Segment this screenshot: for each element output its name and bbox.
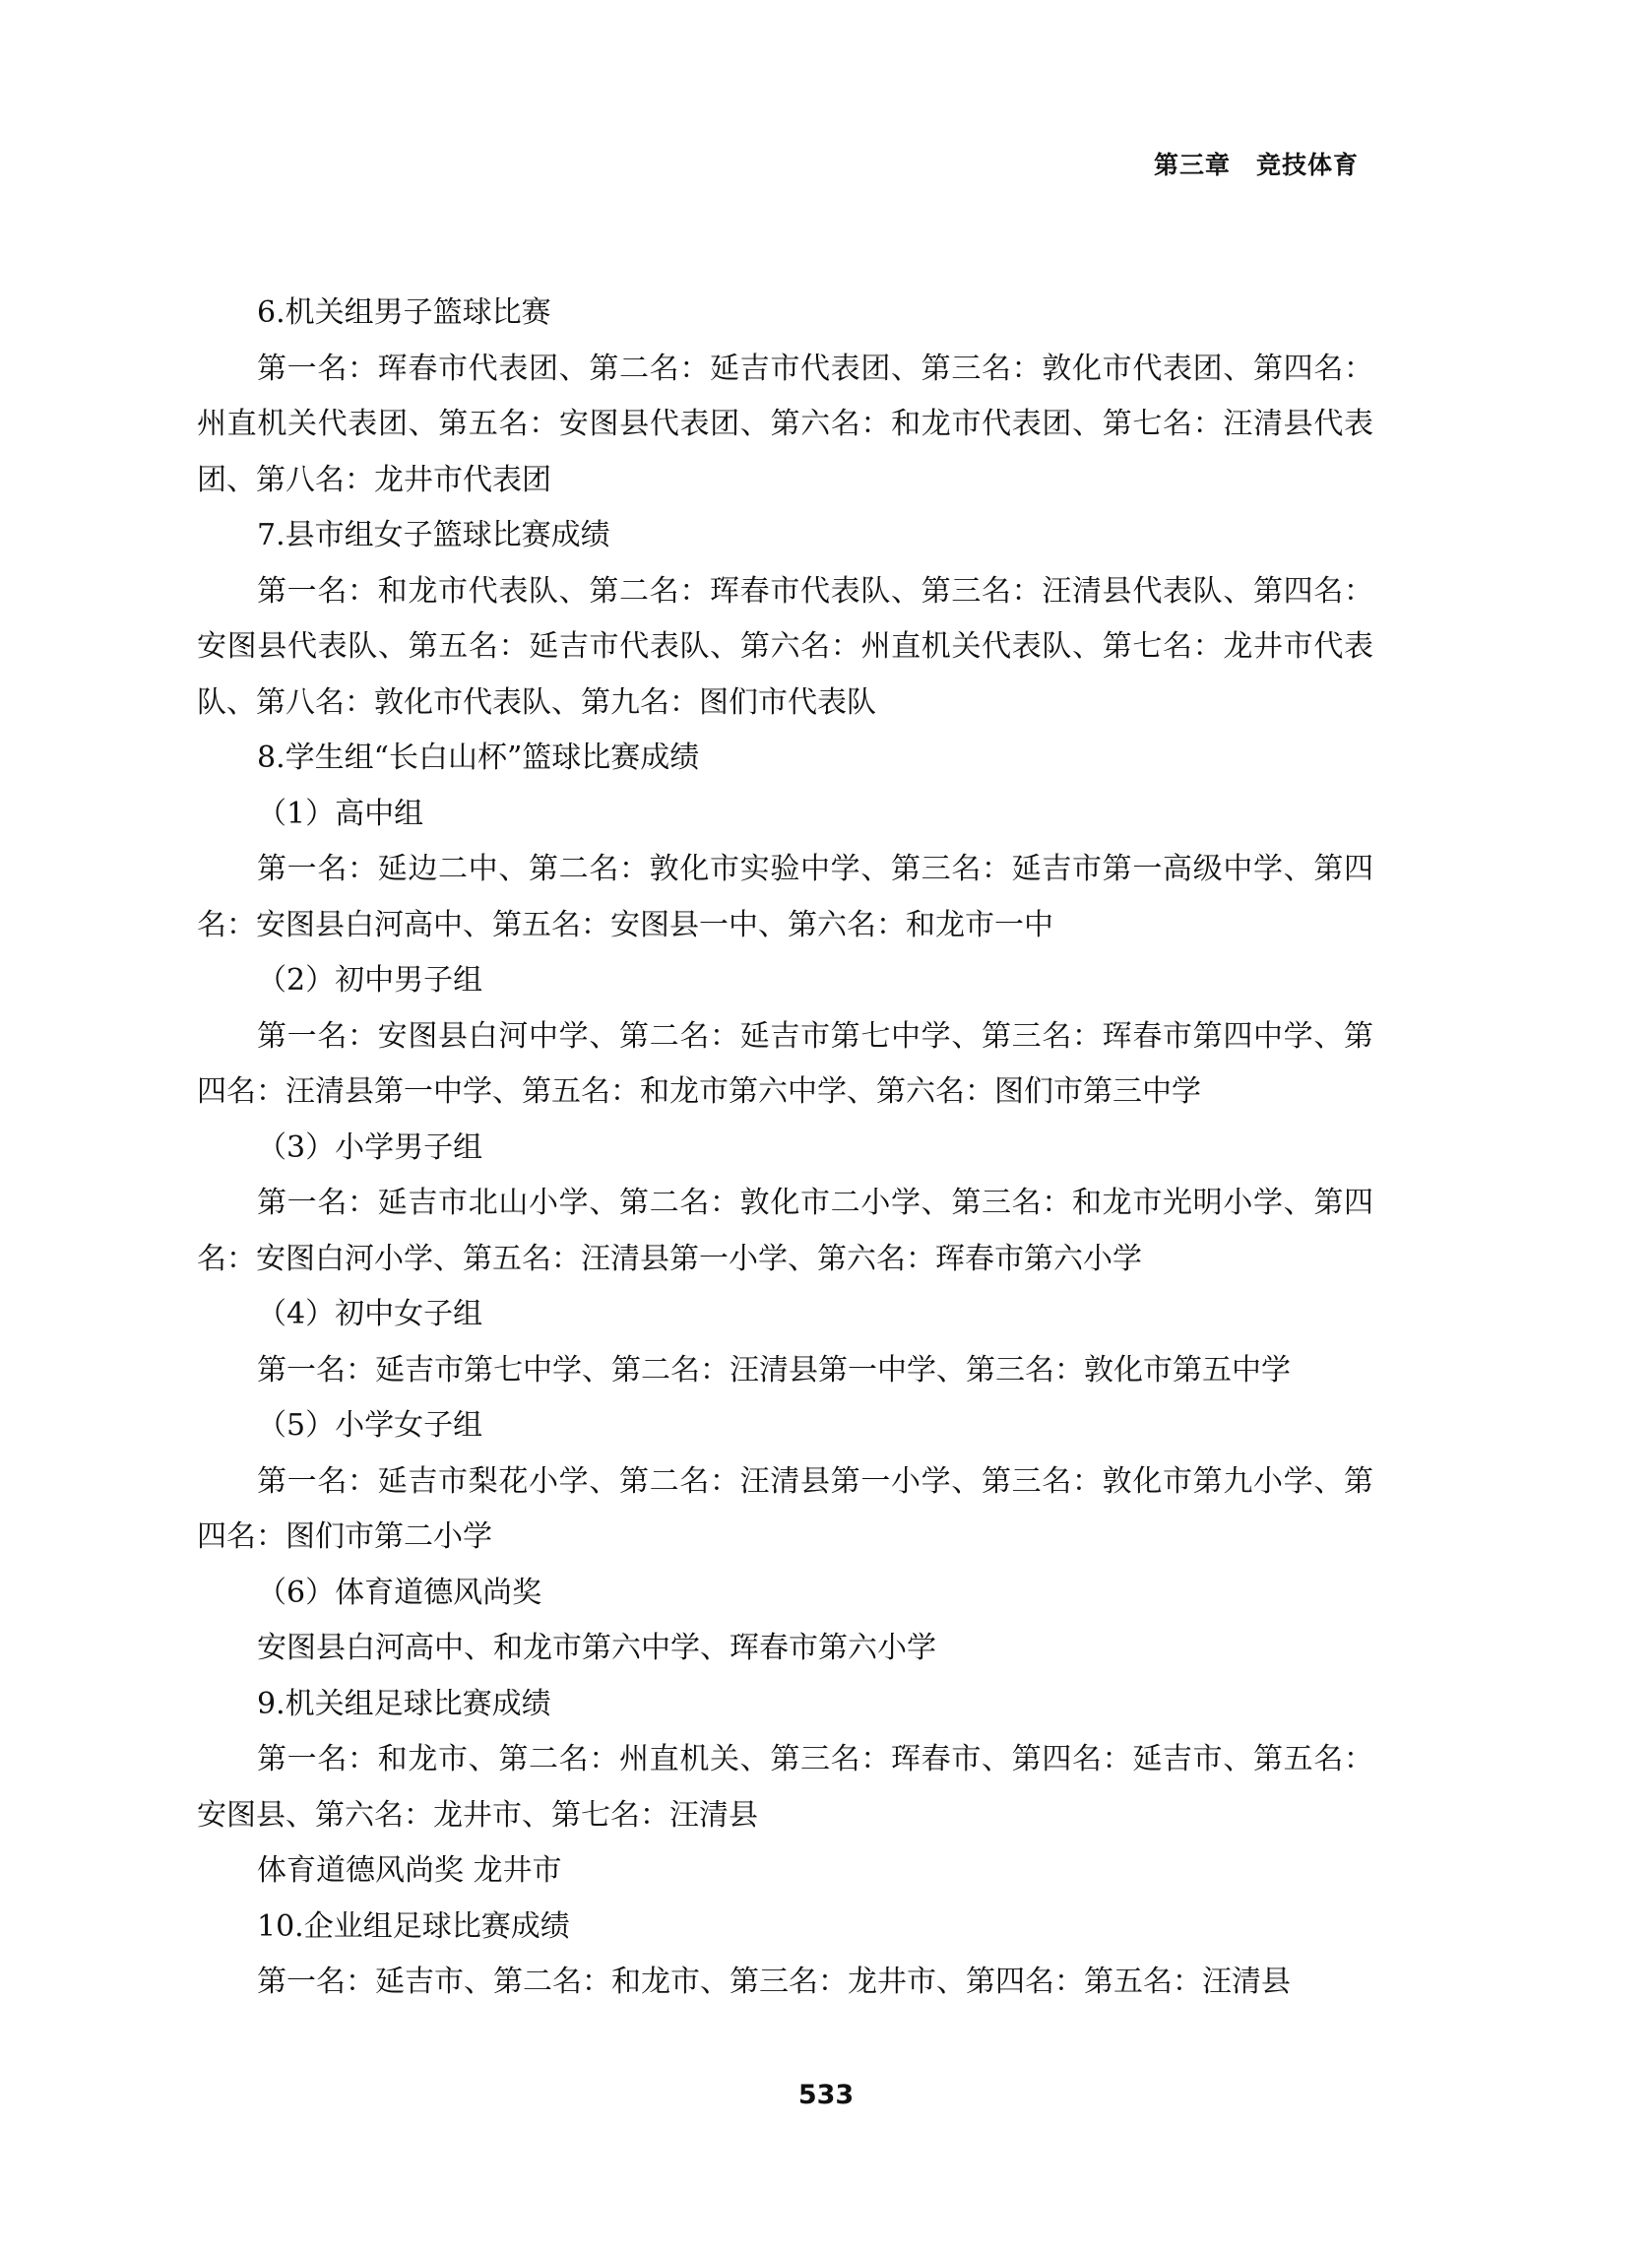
running-header: 第三章 竞技体育 <box>1153 151 1359 179</box>
results-paragraph: 第一名：延边二中、第二名：敦化市实验中学、第三名：延吉市第一高级中学、第四名：安图县白河高中、第五名：安图县一中、第六名：和龙市一中 <box>197 852 1373 942</box>
page-number: 533 <box>797 2080 855 2110</box>
subsection-heading: （2）初中男子组 <box>257 963 483 998</box>
subsection-heading: （6）体育道德风尚奖 <box>257 1575 542 1610</box>
results-paragraph: 第一名：延吉市第七中学、第二名：汪清县第一中学、第三名：敦化市第五中学 <box>257 1352 1291 1387</box>
results-paragraph: 第一名：珲春市代表团、第二名：延吉市代表团、第三名：敦化市代表团、第四名：州直机关代表团、第五名：安图县代表团、第六名：和龙市代表团、第七名：汪清县代表团、第八名：龙井市代表团 <box>197 351 1373 497</box>
section-heading-9: 9.机关组足球比赛成绩 <box>257 1686 551 1721</box>
section-heading-10: 10.企业组足球比赛成绩 <box>257 1908 570 1944</box>
section-heading-6: 6.机关组男子篮球比赛 <box>257 295 551 330</box>
award-paragraph: 安图县白河高中、和龙市第六中学、珲春市第六小学 <box>257 1631 936 1665</box>
results-paragraph: 第一名：安图县白河中学、第二名：延吉市第七中学、第三名：珲春市第四中学、第四名：汪清县第一中学、第五名：和龙市第六中学、第六名：图们市第三中学 <box>197 1018 1373 1109</box>
body-text <box>197 286 1373 2011</box>
results-paragraph: 第一名：和龙市代表队、第二名：珲春市代表队、第三名：汪清县代表队、第四名：安图县代表队、第五名：延吉市代表队、第六名：州直机关代表队、第七名：龙井市代表队、第八名：敦化市代表队、第九名：图们市代表队 <box>197 573 1373 720</box>
subsection-heading: （3）小学男子组 <box>257 1129 483 1165</box>
results-paragraph: 第一名：延吉市梨花小学、第二名：汪清县第一小学、第三名：敦化市第九小学、第四名：图们市第二小学 <box>197 1463 1373 1554</box>
subsection-heading: （1）高中组 <box>257 796 424 831</box>
section-heading-8: 8.学生组“长白山杯”篮球比赛成绩 <box>257 741 700 775</box>
subsection-heading: （4）初中女子组 <box>257 1297 483 1331</box>
subsection-heading: （5）小学女子组 <box>257 1408 483 1443</box>
results-paragraph: 第一名：延吉市、第二名：和龙市、第三名：龙井市、第四名：第五名：汪清县 <box>257 1965 1291 1999</box>
results-paragraph: 第一名：和龙市、第二名：州直机关、第三名：珲春市、第四名：延吉市、第五名：安图县、第六名：龙井市、第七名：汪清县 <box>197 1742 1373 1833</box>
section-heading-7: 7.县市组女子篮球比赛成绩 <box>257 518 610 552</box>
results-paragraph: 第一名：延吉市北山小学、第二名：敦化市二小学、第三名：和龙市光明小学、第四名：安图白河小学、第五名：汪清县第一小学、第六名：珲春市第六小学 <box>197 1186 1373 1276</box>
award-paragraph: 体育道德风尚奖 龙井市 <box>257 1853 562 1888</box>
